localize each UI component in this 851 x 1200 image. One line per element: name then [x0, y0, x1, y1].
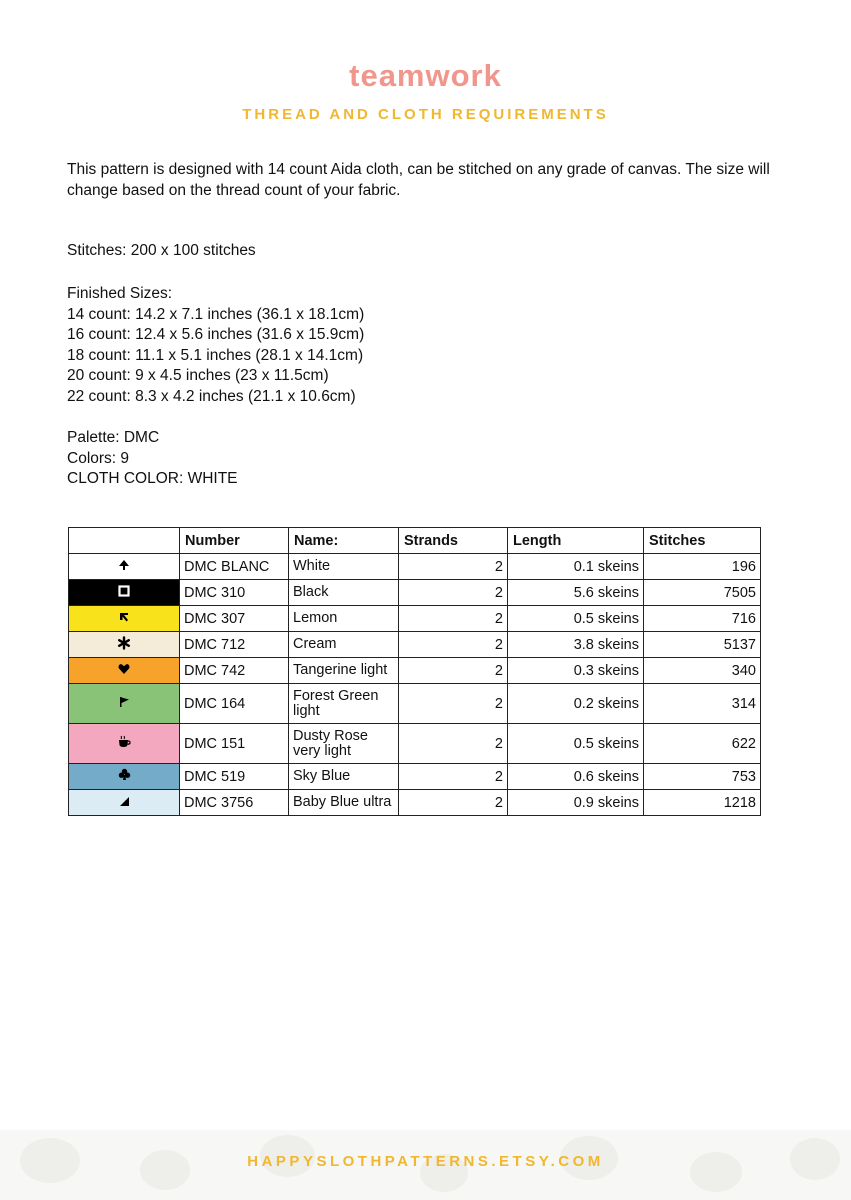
palette-info	[67, 428, 238, 490]
strands-value: 2	[399, 724, 508, 764]
header-name: Name:	[289, 528, 399, 554]
page-subtitle: THREAD AND CLOTH REQUIREMENTS	[242, 106, 609, 123]
stitches-value: 716	[644, 606, 761, 632]
stitches-value: 7505	[644, 580, 761, 606]
dmc-number: DMC 164	[180, 684, 289, 724]
stitches-value: 753	[644, 764, 761, 790]
table-row	[69, 790, 761, 816]
triangle-icon	[118, 794, 130, 810]
header-length: Length	[508, 528, 644, 554]
page-title: teamwork	[349, 58, 502, 93]
stitch-count: Stitches: 200 x 100 stitches	[67, 242, 256, 259]
strands-value: 2	[399, 554, 508, 580]
length-value: 0.5 skeins	[508, 724, 644, 764]
color-name: Tangerine light	[289, 658, 399, 684]
table-row	[69, 764, 761, 790]
table-row	[69, 632, 761, 658]
length-value: 5.6 skeins	[508, 580, 644, 606]
heart-icon	[118, 662, 130, 678]
length-value: 3.8 skeins	[508, 632, 644, 658]
symbol-cell	[69, 632, 180, 658]
stitches-value: 1218	[644, 790, 761, 816]
symbol-cell	[69, 684, 180, 724]
table-row	[69, 580, 761, 606]
strands-value: 2	[399, 658, 508, 684]
finished-size-line: 22 count: 8.3 x 4.2 inches (21.1 x 10.6cm)	[67, 387, 356, 405]
intro-text: This pattern is designed with 14 count Aida cloth, can be stitched on any grade of canvas. The size will change based on the thread count of your fabric.	[67, 161, 770, 199]
finished-sizes	[67, 284, 364, 407]
symbol-cell	[69, 724, 180, 764]
stitches-value: 314	[644, 684, 761, 724]
header-number: Number	[180, 528, 289, 554]
dmc-number: DMC 742	[180, 658, 289, 684]
table-row	[69, 684, 761, 724]
symbol-cell	[69, 790, 180, 816]
finished-size-line: 18 count: 11.1 x 5.1 inches (28.1 x 14.1cm)	[67, 346, 364, 364]
table-row	[69, 724, 761, 764]
table-row	[69, 554, 761, 580]
flag-icon	[118, 695, 130, 711]
dmc-number: DMC 712	[180, 632, 289, 658]
color-name: Black	[289, 580, 399, 606]
color-name: White	[289, 554, 399, 580]
dmc-number: DMC 151	[180, 724, 289, 764]
header-strands: Strands	[399, 528, 508, 554]
color-name: Cream	[289, 632, 399, 658]
color-name: Baby Blue ultra	[289, 790, 399, 816]
table-header-row	[69, 528, 761, 554]
club-icon	[118, 768, 131, 784]
cup-icon	[118, 735, 131, 751]
header-symbol	[69, 528, 180, 554]
stitches-value: 5137	[644, 632, 761, 658]
color-name: Forest Green light	[289, 684, 399, 724]
length-value: 0.9 skeins	[508, 790, 644, 816]
finished-size-line: 20 count: 9 x 4.5 inches (23 x 11.5cm)	[67, 367, 329, 384]
stitches-value: 196	[644, 554, 761, 580]
palette-name: Palette: DMC	[67, 429, 160, 446]
strands-value: 2	[399, 580, 508, 606]
dmc-number: DMC 307	[180, 606, 289, 632]
color-name: Dusty Rose very light	[289, 724, 399, 764]
strands-value: 2	[399, 684, 508, 724]
color-name: Lemon	[289, 606, 399, 632]
length-value: 0.5 skeins	[508, 606, 644, 632]
strands-value: 2	[399, 790, 508, 816]
spade-up-icon	[118, 558, 130, 574]
symbol-cell	[69, 764, 180, 790]
table-row	[69, 658, 761, 684]
color-name: Sky Blue	[289, 764, 399, 790]
strands-value: 2	[399, 632, 508, 658]
symbol-cell	[69, 580, 180, 606]
stitches-value: 622	[644, 724, 761, 764]
dmc-number: DMC 310	[180, 580, 289, 606]
symbol-cell	[69, 554, 180, 580]
length-value: 0.6 skeins	[508, 764, 644, 790]
thread-table	[68, 527, 761, 816]
finished-size-line: 14 count: 14.2 x 7.1 inches (36.1 x 18.1cm)	[67, 305, 365, 323]
stitches-value: 340	[644, 658, 761, 684]
footer-url: HAPPYSLOTHPATTERNS.ETSY.COM	[247, 1153, 604, 1170]
finished-sizes-heading: Finished Sizes:	[67, 285, 173, 302]
header-stitches: Stitches	[644, 528, 761, 554]
symbol-cell	[69, 606, 180, 632]
color-count: Colors: 9	[67, 449, 130, 467]
cloth-color: CLOTH COLOR: WHITE	[67, 470, 238, 487]
table-row	[69, 606, 761, 632]
strands-value: 2	[399, 764, 508, 790]
asterisk-icon	[117, 637, 131, 653]
arrow-icon	[118, 610, 130, 626]
dmc-number: DMC BLANC	[180, 554, 289, 580]
length-value: 0.2 skeins	[508, 684, 644, 724]
length-value: 0.1 skeins	[508, 554, 644, 580]
length-value: 0.3 skeins	[508, 658, 644, 684]
dmc-number: DMC 3756	[180, 790, 289, 816]
square-icon	[118, 584, 130, 600]
strands-value: 2	[399, 606, 508, 632]
symbol-cell	[69, 658, 180, 684]
dmc-number: DMC 519	[180, 764, 289, 790]
finished-size-line: 16 count: 12.4 x 5.6 inches (31.6 x 15.9cm)	[67, 326, 365, 343]
